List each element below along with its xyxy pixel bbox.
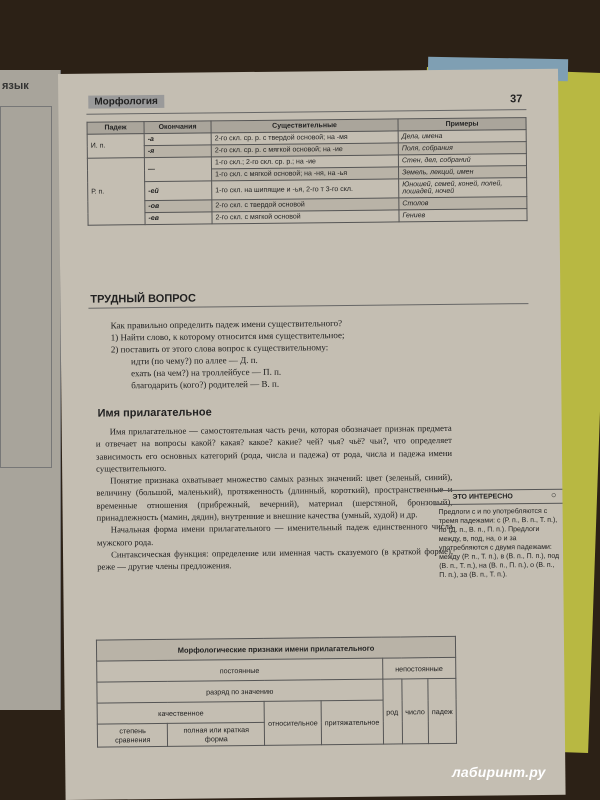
degree-cell: степень сравнения: [97, 723, 168, 747]
rank-header: разряд по значению: [97, 679, 383, 703]
gender-cell: род: [382, 679, 402, 744]
left-page-table: [0, 106, 52, 468]
case-cell: падеж: [428, 678, 457, 743]
adjective-body: [96, 422, 454, 573]
left-page: [0, 70, 61, 710]
number-cell: число: [401, 679, 428, 744]
example-cell: Земель, лекций, имен: [398, 166, 526, 179]
paragraph: Имя прилагательное — самостоятельная часть речи, которая обозначает признак предмета и отвечает на вопросы какой? какая? какое? какие? чей? чья? чьё? чьи?, что определяет зависимость его основных категорий (рода, числа и падежа) от рода, числа и падежа имени существительного.: [95, 422, 453, 474]
section-title: Морфология: [88, 95, 164, 109]
ending-cell: -ей: [145, 181, 212, 201]
noun-cell: 2-го скл. ср. р. с твердой основой; на -мя: [211, 131, 398, 145]
qualitative-header: качественное: [97, 701, 265, 724]
example-cell: Гениев: [399, 209, 527, 222]
noun-cell: 1-го скл.; 2-го скл. ср. р.; на -ие: [211, 155, 398, 169]
example-cell: Юношей, семей, коней, полей, лошадей, ночей: [399, 178, 527, 198]
table-row: [97, 678, 456, 703]
noun-cell: 2-го скл. с твердой основой: [212, 198, 399, 212]
example-cell: Столов: [399, 197, 527, 210]
page-header: [86, 87, 526, 115]
sidebar-header: [434, 489, 562, 505]
table-caption: Морфологические признаки имени прилагательного: [96, 636, 455, 661]
example-cell: Поля, собрания: [398, 142, 526, 155]
noun-cell: 2-го скл. с мягкой основой: [212, 210, 399, 224]
watermark-logo: лабиринт.ру: [452, 764, 546, 780]
ending-cell: -ов: [145, 200, 212, 213]
possessive-cell: притяжательное: [321, 700, 383, 745]
noun-cell: 2-го скл. ср. р. с мягкой основой; на -ие: [211, 143, 398, 157]
hard-question-line: 1) Найти слово, к которому относится имя существительное;: [110, 330, 345, 343]
paragraph: Понятие признака охватывает множество самых разных значений: цвет (зеленый, синий), величину (большой, маленький), протяженность (длинный, короткий), пространственные и временные отношения (прибрежный, вечерний), материал (шерстяной, бронзовый), принадлежность (мамин, дядин), внутренние и внешние качества (умный, худой) и др.: [96, 472, 453, 523]
hard-question-body: [111, 315, 512, 391]
example-cell: Дела, имена: [398, 130, 526, 143]
noun-cell: 1-го скл. с мягкой основой; на -ня, на -ья: [212, 167, 399, 181]
form-cell: полная или краткая форма: [168, 722, 265, 746]
case-endings-table: [87, 117, 528, 226]
hard-question-line: ехать (на чем?) на троллейбусе — П. п.: [131, 366, 282, 379]
non-permanent-header: непостоянные: [382, 657, 456, 679]
interesting-sidebar: [434, 489, 563, 618]
left-page-title: язык: [2, 80, 29, 92]
sidebar-text: Предлоги с и по употребляются с тремя падежами: с (Р. п., В. п., Т. п.), по (Д. п., В. п., П. п.). Предлоги между, в, под, на, о и за употребляются с двумя падежами: между (Р. п., Т. п.), в (В. п., П. п.), под (В. п., Т. п.), на (В. п., П. п.), о (В. п., П. п.), за (В. п., Т. п.).: [438, 507, 560, 580]
ending-cell: -ев: [145, 212, 212, 225]
ending-cell: —: [144, 157, 211, 182]
apple-icon: ○: [550, 489, 557, 500]
paragraph: Начальная форма имени прилагательного — именительный падеж единственного числа мужского рода.: [96, 521, 453, 548]
col-ending: Окончания: [144, 121, 211, 134]
adjective-features-table: [96, 636, 457, 748]
col-case: Падеж: [87, 122, 144, 135]
relative-cell: относительное: [264, 701, 321, 746]
hard-question-title: ТРУДНЫЙ ВОПРОС: [90, 292, 196, 306]
book-page: [58, 69, 566, 800]
col-example: Примеры: [398, 118, 526, 131]
case-cell: Р. п.: [87, 158, 145, 226]
ending-cell: -я: [144, 145, 211, 158]
hard-question-line: Как правильно определить падеж имени существительного?: [110, 318, 343, 331]
permanent-header: постоянные: [97, 658, 383, 682]
paragraph: Синтаксическая функция: определение или именная часть сказуемого (в краткой форме), реже — другие члены предложения.: [97, 545, 454, 572]
hard-question-line: 2) поставить от этого слова вопрос к существительному:: [110, 342, 329, 355]
noun-cell: 1-го скл. на шипящие и -ья, 2-го т 3-го скл.: [212, 179, 399, 200]
adjective-title: Имя прилагательное: [97, 406, 212, 420]
page-number: 37: [509, 93, 523, 106]
col-noun: Существительные: [211, 119, 398, 133]
hard-question-line: идти (по чему?) по аллее — Д. п.: [130, 354, 258, 367]
sidebar-title: ЭТО ИНТЕРЕСНО: [452, 493, 513, 501]
hard-question-line: благодарить (кого?) родителей — В. п.: [131, 378, 280, 391]
ending-cell: -а: [144, 133, 211, 146]
case-cell: И. п.: [87, 134, 144, 159]
example-cell: Стен, дел, собраний: [398, 154, 526, 167]
